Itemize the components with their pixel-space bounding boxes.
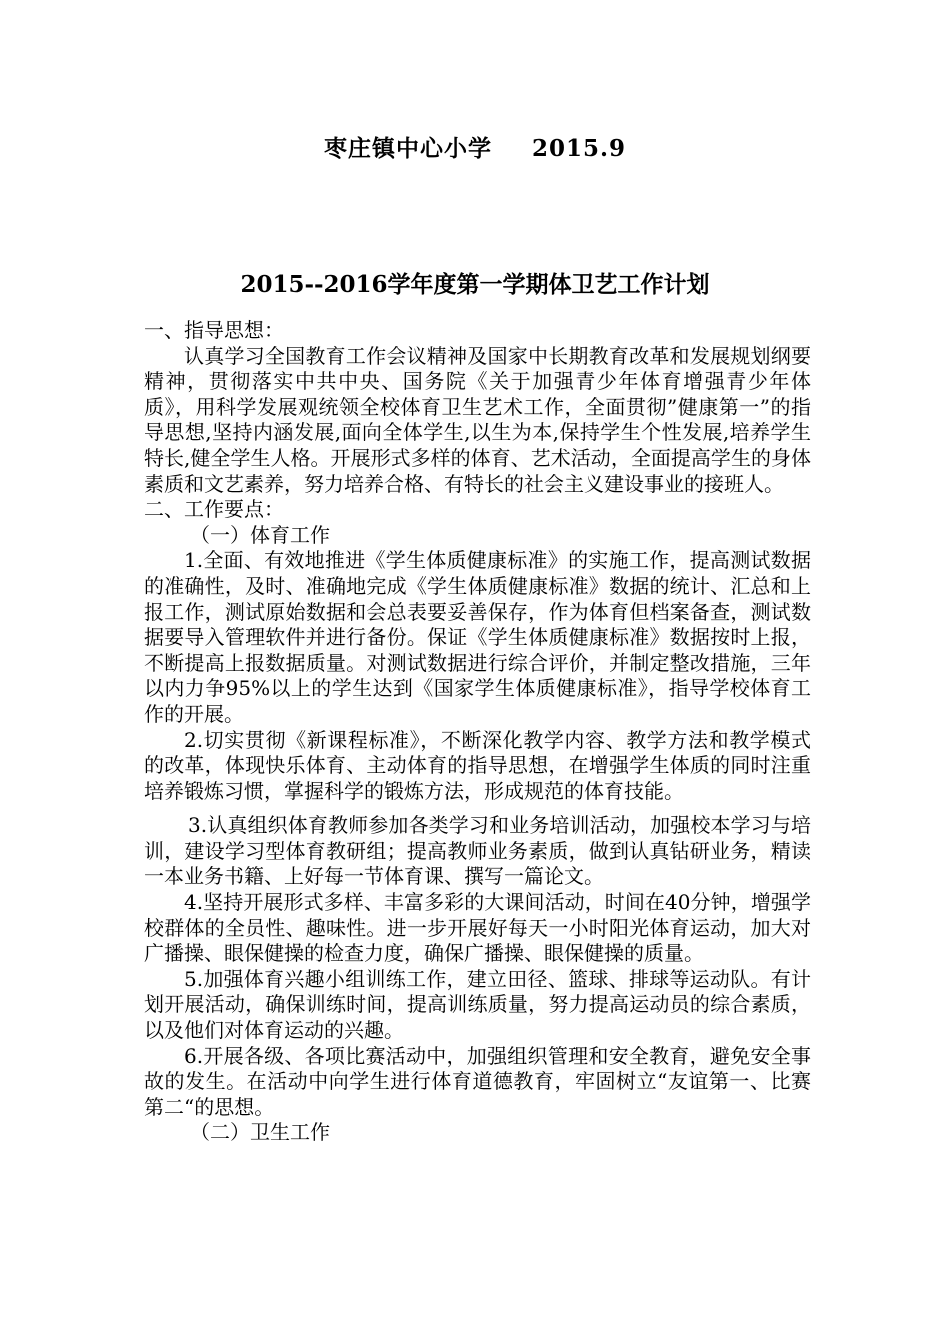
document-title: 2015--2016学年度第一学期体卫艺工作计划 [240, 271, 710, 298]
school-name: 枣庄镇中心小学 [323, 135, 492, 162]
pe-item-2: 2.切实贯彻《新课程标准》，不断深化教学内容、教学方法和教学模式的改革，体现快乐体育、主动体育的指导思想，在增强学生体质的同时注重培养锻炼习惯，掌握科学的锻炼方法，形成规范的体育技能。 [144, 727, 811, 803]
subsection-heading-pe: （一）体育工作 [190, 522, 330, 547]
section-heading-guiding-ideology: 一、指导思想： [144, 318, 284, 342]
pe-item-4: 4.坚持开展形式多样、丰富多彩的大课间活动，时间在40分钟，增强学校群体的全员性、趣味性。进一步开展好每天一小时阳光体育运动，加大对广播操、眼保健操的检查力度，确保广播操、眼保健操的质量。 [144, 890, 811, 966]
pe-item-3: 3.认真组织体育教师参加各类学习和业务培训活动，加强校本学习与培训，建设学习型体育教研组；提高教师业务素质，做到认真钻研业务，精读一本业务书籍、上好每一节体育课、撰写一篇论文。 [144, 813, 811, 889]
paragraph-guiding-ideology: 认真学习全国教育工作会议精神及国家中长期教育改革和发展规划纲要精神，贯彻落实中共中央、国务院《关于加强青少年体育增强青少年体质》，用科学发展观统领全校体育卫生艺术工作，全面贯彻”健康第一”的指导思想,坚持内涵发展,面向全体学生,以生为本,保持学生个性发展,培养学生特长,健全学生人格。开展形式多样的体育、艺术活动，全面提高学生的身体素质和文艺素养，努力培养合格、有特长的社会主义建设事业的接班人。 [144, 343, 811, 496]
document-body [144, 318, 811, 1146]
section-heading-work-points: 二、工作要点： [144, 497, 284, 522]
pe-item-6: 6.开展各级、各项比赛活动中，加强组织管理和安全教育，避免安全事故的发生。在活动中向学生进行体育道德教育，牢固树立“友谊第一、比赛第二“的思想。 [144, 1043, 811, 1119]
document-header [0, 130, 950, 163]
subsection-heading-health: （二）卫生工作 [190, 1120, 330, 1145]
pe-item-5: 5.加强体育兴趣小组训练工作，建立田径、篮球、排球等运动队。有计划开展活动，确保训练时间，提高训练质量，努力提高运动员的综合素质，以及他们对体育运动的兴趣。 [144, 966, 811, 1043]
document-date: 2015.9 [531, 135, 627, 162]
pe-item-1: 1.全面、有效地推进《学生体质健康标准》的实施工作，提高测试数据的准确性，及时、准确地完成《学生体质健康标准》数据的统计、汇总和上报工作，测试原始数据和会总表要妥善保存，作为体育但档案备查，测试数据要导入管理软件并进行备份。保证《学生体质健康标准》数据按时上报，不断提高上报数据质量。对测试数据进行综合评价，并制定整改措施，三年以内力争95%以上的学生达到《国家学生体质健康标准》，指导学校体育工作的开展。 [144, 548, 811, 726]
